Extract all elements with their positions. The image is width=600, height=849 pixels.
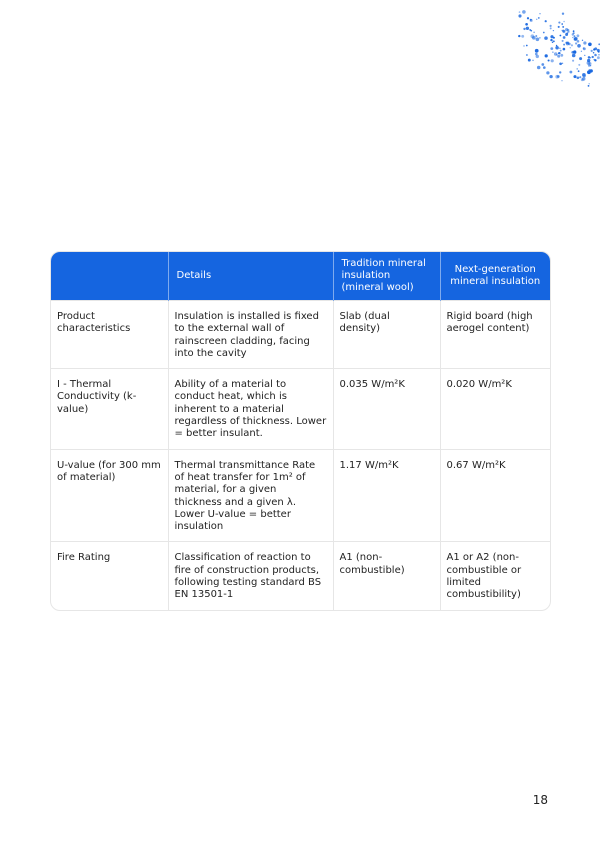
cell-property: Fire Rating (51, 542, 168, 610)
decorative-dot (539, 37, 540, 38)
decorative-dot (523, 28, 525, 30)
decorative-dot (563, 36, 566, 39)
decorative-dot (573, 75, 576, 78)
decorative-dot (558, 26, 560, 28)
decorative-dot (574, 37, 578, 41)
decorative-dot (546, 71, 549, 74)
cell-traditional: A1 (non-combustible) (333, 542, 440, 610)
decorative-dot (588, 42, 592, 46)
decorative-dot (552, 51, 554, 53)
decorative-dot (545, 20, 547, 22)
decorative-dot (577, 44, 581, 48)
cell-next-gen: A1 or A2 (non-combustible or limited combustibility) (440, 542, 550, 610)
decorative-dot (576, 34, 579, 37)
table-row (51, 301, 550, 369)
decorative-dot (590, 65, 591, 66)
decorative-dot (559, 71, 561, 73)
decorative-dot (541, 63, 544, 66)
cell-property: Product characteristics (51, 301, 168, 369)
decorative-dot (572, 60, 574, 62)
decorative-dot (522, 10, 526, 14)
decorative-dot (535, 35, 537, 37)
cell-next-gen: 0.020 W/m²K (440, 369, 550, 449)
table-row (51, 449, 550, 542)
decorative-dot (588, 85, 590, 87)
decorative-dot (562, 63, 563, 64)
decorative-dot (518, 35, 520, 37)
decorative-dot (550, 47, 553, 50)
decorative-dot (557, 55, 560, 58)
decorative-dot (575, 42, 577, 44)
decorative-dot (552, 42, 553, 43)
cell-details: Classification of reaction to fire of construction products, following testing standard BS EN 13501-1 (168, 542, 333, 610)
decorative-dot (573, 30, 575, 32)
decorative-dot (583, 41, 586, 44)
decorative-dot (570, 47, 571, 48)
decorative-dot (594, 47, 597, 50)
cell-details: Ability of a material to conduct heat, which is inherent to a material regardless of thickness. Lower = better insulant. (168, 369, 333, 449)
decorative-dot (537, 66, 541, 70)
decorative-dot (571, 44, 573, 46)
decorative-dot (526, 45, 528, 47)
table-row (51, 369, 550, 449)
decorative-dot (581, 51, 582, 52)
decorative-dot (593, 52, 595, 54)
cell-details: Thermal transmittance Rate of heat transfer for 1m² of material, for a given thickness and a given λ. Lower U-value = better insulation (168, 449, 333, 542)
cell-details: Insulation is installed is fixed to the external wall of rainscreen cladding, facing into the cavity (168, 301, 333, 369)
decorative-dot (579, 57, 582, 60)
decorative-dot (550, 25, 552, 27)
decorative-dot (556, 54, 557, 55)
decorative-dot (566, 42, 569, 45)
decorative-dot (563, 21, 565, 23)
decorative-dot (563, 48, 566, 51)
decorative-dot (588, 56, 591, 59)
decorative-dot (559, 48, 560, 49)
decorative-dot (533, 32, 535, 34)
decorative-dot (543, 66, 546, 69)
header-traditional: Tradition mineral insulation (mineral wool) (333, 252, 440, 301)
decorative-dot (588, 83, 589, 84)
cell-traditional: Slab (dual density) (333, 301, 440, 369)
decorative-dot (569, 71, 572, 74)
decorative-dot (535, 53, 538, 56)
decorative-dot (553, 37, 555, 39)
decorative-dot (521, 35, 524, 38)
decorative-dot (582, 40, 583, 41)
page-number: 18 (532, 793, 548, 807)
comparison-table (50, 251, 551, 611)
decorative-dot (562, 12, 564, 14)
decorative-dot (573, 50, 576, 53)
decorative-dot (518, 14, 521, 17)
table-header-row (51, 252, 550, 301)
decorative-dot (544, 36, 548, 40)
header-property (51, 252, 168, 301)
decorative-dot (560, 54, 563, 57)
decorative-dot (597, 56, 600, 59)
decorative-dot (587, 59, 590, 62)
header-details: Details (168, 252, 333, 301)
decorative-dot (535, 49, 539, 53)
decorative-dot (590, 43, 591, 44)
decorative-dot (587, 70, 591, 74)
decorative-dot (584, 55, 585, 56)
decorative-dot (560, 50, 562, 52)
decorative-dot (558, 22, 560, 24)
decorative-dot (525, 23, 528, 26)
cell-traditional: 0.035 W/m²K (333, 369, 440, 449)
cell-property: I - Thermal Conductivity (k-value) (51, 369, 168, 449)
decorative-dot (530, 19, 533, 22)
decorative-dot (549, 75, 552, 78)
decorative-dot (538, 17, 540, 19)
decorative-dot (598, 51, 600, 53)
decorative-dot (555, 75, 559, 79)
decorative-dot (545, 54, 548, 57)
decorative-dot (572, 33, 574, 35)
decorative-dot (582, 73, 586, 77)
decorative-dot (559, 62, 562, 65)
decorative-dot (550, 27, 552, 29)
decorative-dot (536, 37, 540, 41)
decorative-dot (527, 17, 529, 19)
decorative-dot (581, 78, 584, 81)
decorative-dot (532, 60, 533, 61)
decorative-dot (591, 50, 593, 52)
decorative-dot (561, 30, 562, 31)
decorative-dot (548, 59, 550, 61)
decorative-dot (562, 40, 564, 42)
cell-next-gen: 0.67 W/m²K (440, 449, 550, 542)
decorative-dot (531, 34, 535, 38)
decorative-dot (559, 35, 561, 37)
decorative-dot (594, 54, 597, 57)
decorative-dot (526, 27, 529, 30)
decorative-dots-pattern (0, 0, 600, 100)
decorative-dot (553, 30, 554, 31)
decorative-dot (523, 45, 524, 46)
decorative-dot (562, 26, 564, 28)
decorative-dot (526, 54, 528, 56)
decorative-dot (579, 76, 581, 78)
decorative-dot (519, 11, 521, 13)
decorative-dot (578, 70, 580, 72)
decorative-dot (539, 13, 540, 14)
decorative-dot (572, 54, 576, 58)
decorative-dot (561, 80, 562, 81)
decorative-dot (592, 56, 594, 58)
decorative-dot (530, 30, 532, 32)
decorative-dot (594, 59, 596, 61)
decorative-dot (566, 32, 568, 34)
decorative-dot (588, 62, 591, 65)
decorative-dot (563, 44, 565, 46)
decorative-dot (583, 47, 585, 49)
decorative-dot (576, 68, 578, 70)
header-next-gen: Next-generation mineral insulation (440, 252, 550, 301)
decorative-dot (565, 28, 568, 31)
decorative-dot (577, 40, 580, 43)
decorative-dot (578, 64, 580, 66)
decorative-dot (574, 35, 576, 37)
table-row (51, 542, 550, 610)
decorative-dot (561, 23, 563, 25)
cell-traditional: 1.17 W/m²K (333, 449, 440, 542)
decorative-dot (558, 52, 560, 54)
cell-property: U-value (for 300 mm of material) (51, 449, 168, 542)
decorative-dot (555, 46, 559, 50)
decorative-dot (551, 59, 554, 62)
decorative-dot (528, 59, 531, 62)
decorative-dot (563, 30, 566, 33)
decorative-dot (543, 32, 545, 34)
decorative-dot (536, 19, 537, 20)
cell-next-gen: Rigid board (high aerogel content) (440, 301, 550, 369)
decorative-dot (550, 39, 552, 41)
decorative-dot (572, 37, 573, 38)
decorative-dot (577, 76, 580, 79)
